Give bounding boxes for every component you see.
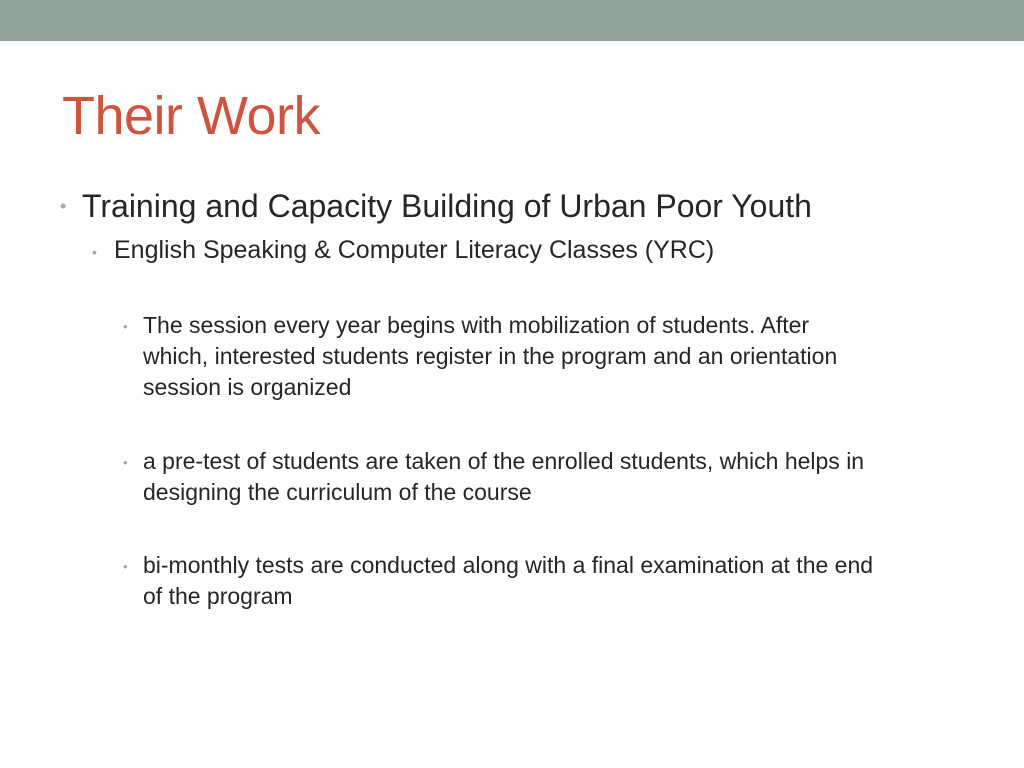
bullet-line: bi-monthly tests are conducted along with a final examination at the end: [143, 552, 874, 578]
bullet-level2-text: English Speaking & Computer Literacy Classes (YRC): [114, 236, 715, 264]
bullet-dot-level3: •: [123, 319, 128, 334]
bullet-level3-item: [143, 310, 973, 403]
bullet-dot-level1: •: [60, 196, 67, 216]
bullet-dot-level2: •: [92, 244, 97, 260]
bullet-line: which, interested students register in the program and an orientation: [143, 343, 838, 369]
bullet-level3-item: [143, 446, 973, 508]
bullet-line: a pre-test of students are taken of the enrolled students, which helps in: [143, 448, 865, 474]
bullet-level1-text: Training and Capacity Building of Urban Poor Youth: [82, 188, 812, 224]
top-accent-band: [0, 0, 1024, 41]
bullet-level3-item: [143, 550, 973, 612]
slide-title: Their Work: [62, 86, 321, 146]
bullet-dot-level3: •: [123, 559, 128, 574]
bullet-dot-level3: •: [123, 455, 128, 470]
bullet-line: designing the curriculum of the course: [143, 479, 532, 505]
bullet-line: of the program: [143, 583, 293, 609]
bullet-line: The session every year begins with mobilization of students. After: [143, 312, 810, 338]
bullet-line: session is organized: [143, 374, 352, 400]
